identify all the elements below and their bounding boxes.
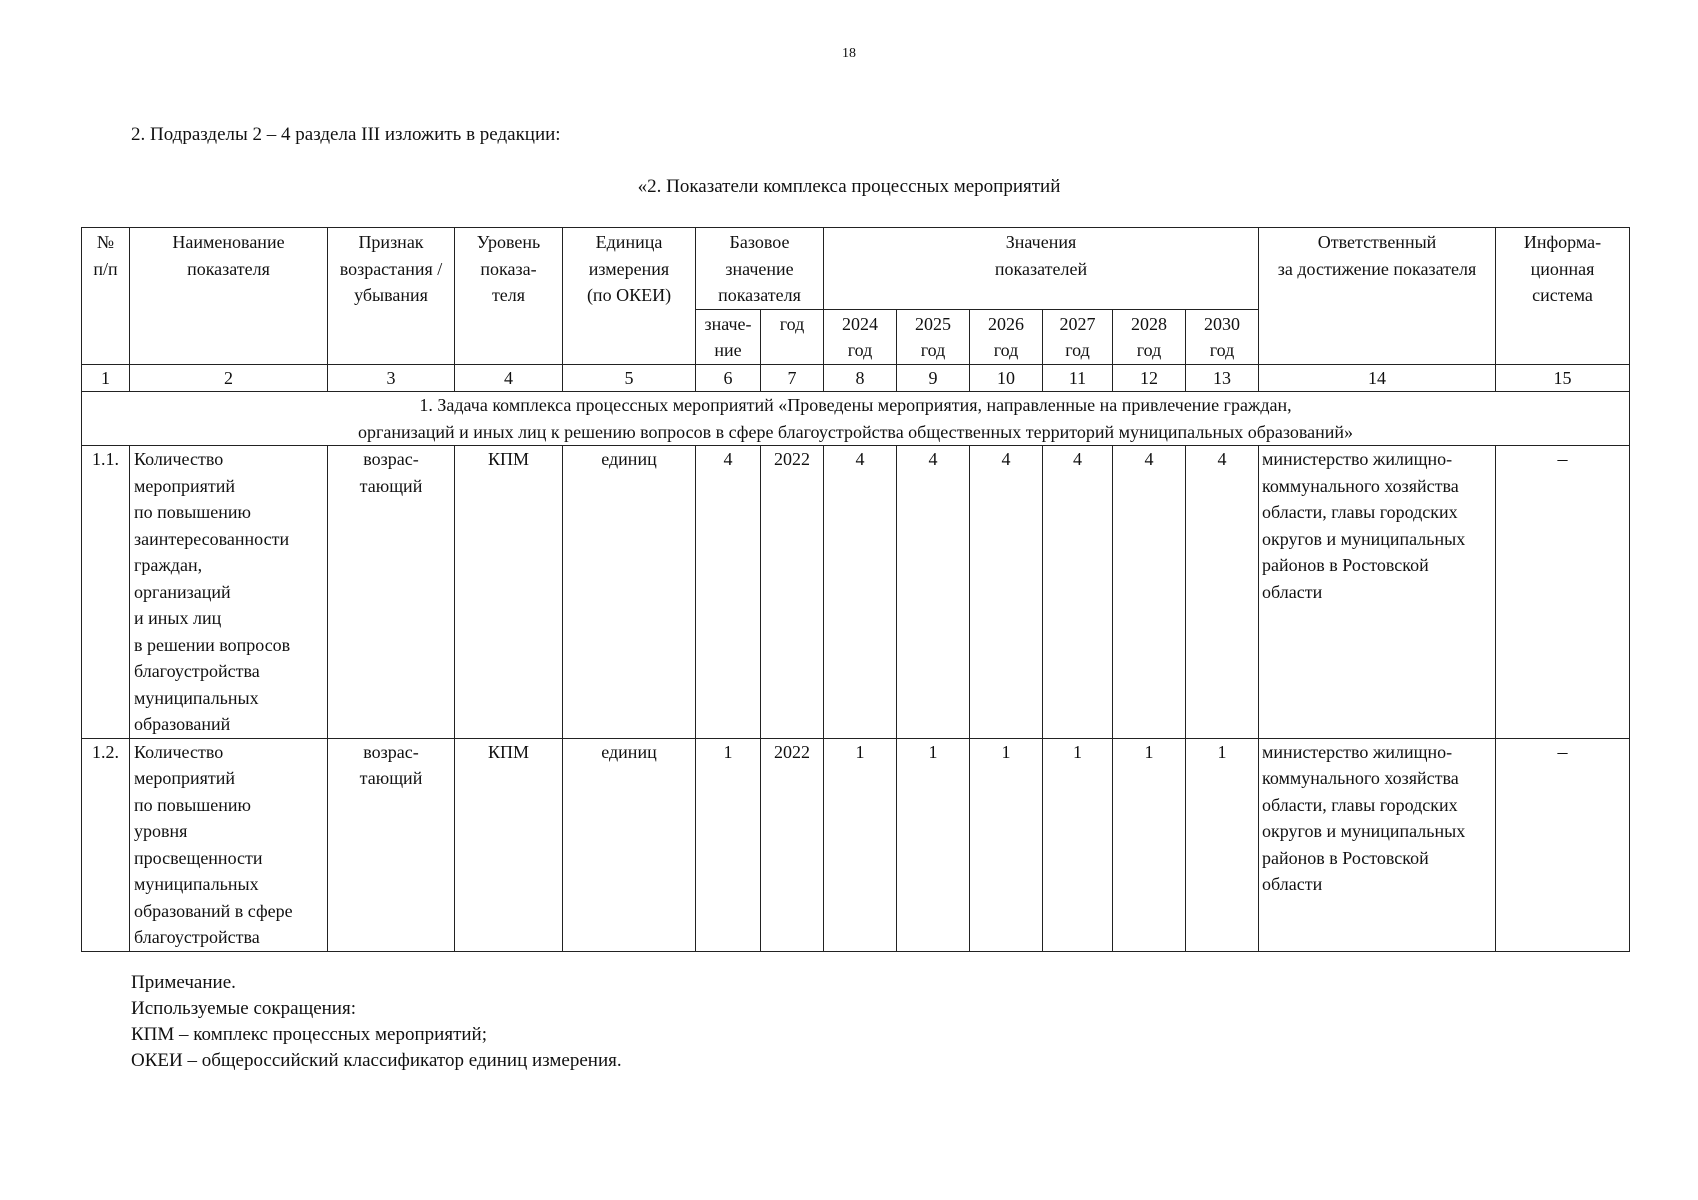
base-value: 1 — [696, 738, 761, 951]
value-2026: 1 — [970, 738, 1043, 951]
base-value: 4 — [696, 446, 761, 739]
info-system: – — [1496, 738, 1630, 951]
task-heading: 1. Задача комплекса процессных мероприятий «Проведены мероприятия, направленные на привлечение граждан, организаций и иных лиц к решению вопросов в сфере благоустройства общественных территорий муниципальных образований» — [82, 392, 1630, 446]
indicator-unit: единиц — [563, 738, 696, 951]
value-2025: 4 — [897, 446, 970, 739]
column-number: 7 — [761, 364, 824, 392]
value-2027: 4 — [1043, 446, 1113, 739]
value-2030: 1 — [1186, 738, 1259, 951]
column-numbers-row — [82, 364, 1630, 392]
indicator-sign: возрас- тающий — [328, 738, 455, 951]
column-number: 2 — [130, 364, 328, 392]
row-num: 1.1. — [82, 446, 130, 739]
task-row — [82, 392, 1630, 446]
value-2027: 1 — [1043, 738, 1113, 951]
header-year-2026: 2026 год — [970, 309, 1043, 364]
indicator-level: КПМ — [455, 446, 563, 739]
header-level: Уровень показа- теля — [455, 228, 563, 365]
column-number: 8 — [824, 364, 897, 392]
column-number: 12 — [1113, 364, 1186, 392]
column-number: 11 — [1043, 364, 1113, 392]
indicator-level: КПМ — [455, 738, 563, 951]
table-row — [82, 738, 1630, 951]
column-number: 6 — [696, 364, 761, 392]
column-number: 10 — [970, 364, 1043, 392]
section-title: «2. Показатели комплекса процессных мероприятий — [637, 176, 1061, 197]
responsible: министерство жилищно- коммунального хозяйства области, главы городских округов и муниципальных районов в Ростовской области — [1259, 738, 1496, 951]
value-2024: 4 — [824, 446, 897, 739]
header-unit: Единица измерения (по ОКЕИ) — [563, 228, 696, 365]
header-year-2027: 2027 год — [1043, 309, 1113, 364]
header-year-2024: 2024 год — [824, 309, 897, 364]
value-2028: 4 — [1113, 446, 1186, 739]
header-values: Значения показателей — [824, 228, 1259, 310]
indicators-table — [81, 227, 1630, 952]
value-2026: 4 — [970, 446, 1043, 739]
header-num: № п/п — [82, 228, 130, 365]
value-2025: 1 — [897, 738, 970, 951]
header-sign: Признак возрастания / убывания — [328, 228, 455, 365]
indicator-name: Количество мероприятий по повышению уровня просвещенности муниципальных образований в сфере благоустройства — [130, 738, 328, 951]
header-year-2028: 2028 год — [1113, 309, 1186, 364]
value-2028: 1 — [1113, 738, 1186, 951]
intro-paragraph: 2. Подразделы 2 – 4 раздела III изложить в редакции: — [131, 124, 561, 145]
header-name: Наименование показателя — [130, 228, 328, 365]
header-responsible: Ответственный за достижение показателя — [1259, 228, 1496, 365]
column-number: 13 — [1186, 364, 1259, 392]
value-2024: 1 — [824, 738, 897, 951]
header-base-year: год — [761, 309, 824, 364]
table-row — [82, 446, 1630, 739]
row-num: 1.2. — [82, 738, 130, 951]
footnote — [131, 970, 622, 1074]
column-number: 1 — [82, 364, 130, 392]
note-abbreviations-heading: Используемые сокращения: — [131, 998, 356, 1019]
column-number: 3 — [328, 364, 455, 392]
header-base: Базовое значение показателя — [696, 228, 824, 310]
info-system: – — [1496, 446, 1630, 739]
base-year: 2022 — [761, 738, 824, 951]
column-number: 15 — [1496, 364, 1630, 392]
column-number: 14 — [1259, 364, 1496, 392]
note-abbreviation-kpm: КПМ – комплекс процессных мероприятий; — [131, 1024, 487, 1045]
note-heading: Примечание. — [131, 972, 236, 993]
indicator-sign: возрас- тающий — [328, 446, 455, 739]
header-base-value: значе- ние — [696, 309, 761, 364]
indicator-unit: единиц — [563, 446, 696, 739]
responsible: министерство жилищно- коммунального хозяйства области, главы городских округов и муниципальных районов в Ростовской области — [1259, 446, 1496, 739]
indicator-name: Количество мероприятий по повышению заинтересованности граждан, организаций и иных лиц в решении вопросов благоустройства муниципальных образований — [130, 446, 328, 739]
header-year-2030: 2030 год — [1186, 309, 1259, 364]
column-number: 5 — [563, 364, 696, 392]
page-number: 18 — [842, 46, 856, 61]
column-number: 9 — [897, 364, 970, 392]
note-abbreviation-okei: ОКЕИ – общероссийский классификатор единиц измерения. — [131, 1050, 622, 1071]
header-info-system: Информа- ционная система — [1496, 228, 1630, 365]
value-2030: 4 — [1186, 446, 1259, 739]
column-number: 4 — [455, 364, 563, 392]
header-year-2025: 2025 год — [897, 309, 970, 364]
base-year: 2022 — [761, 446, 824, 739]
